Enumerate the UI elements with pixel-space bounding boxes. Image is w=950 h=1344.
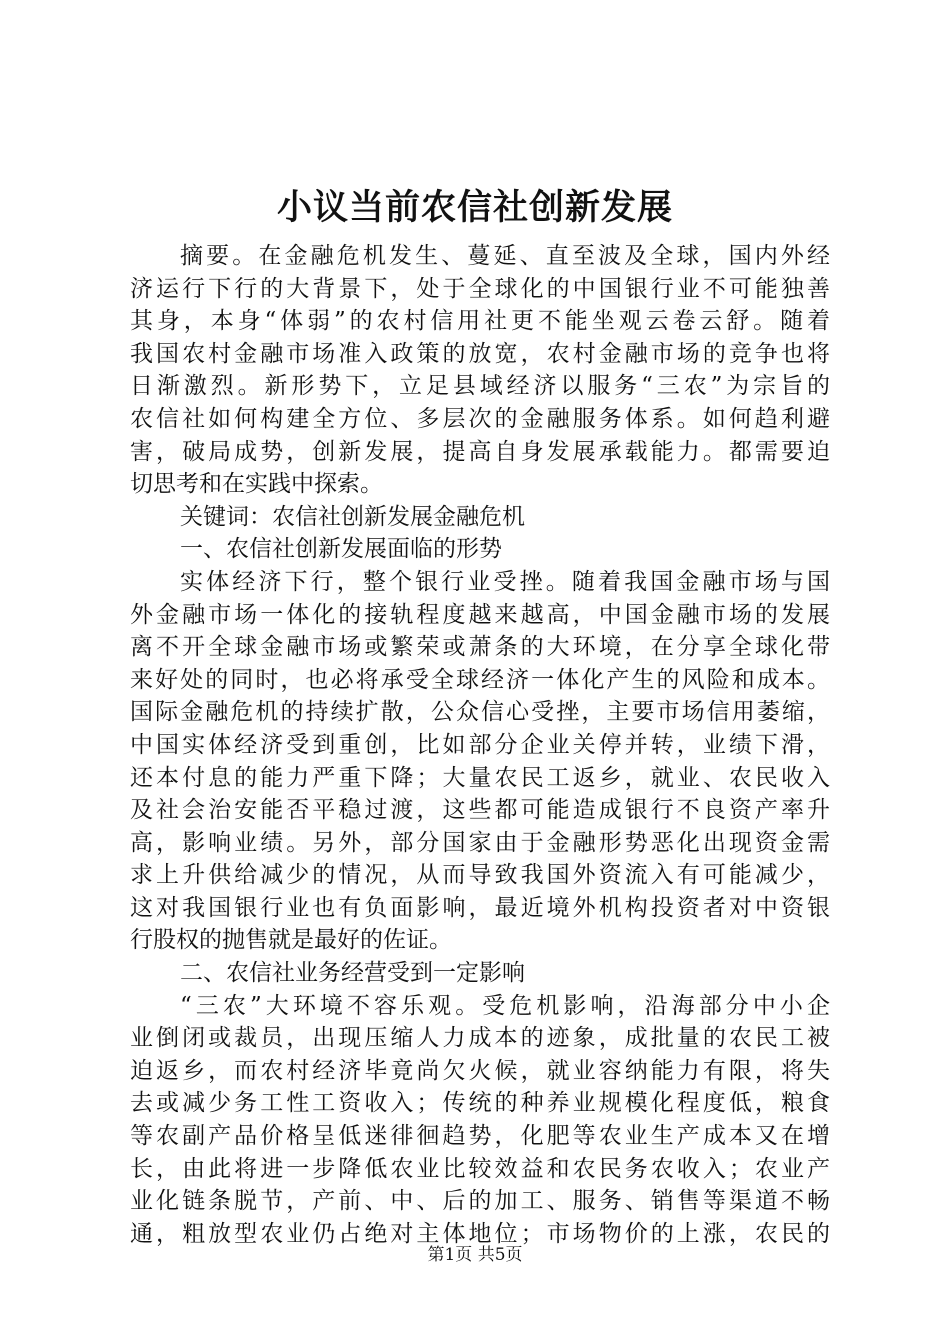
text-line: 行股权的抛售就是最好的佐证。 xyxy=(130,927,452,954)
text-line: 我国农村金融市场准入政策的放宽，农村金融市场的竞争也将 xyxy=(130,340,830,367)
text-line: 济运行下行的大背景下，处于全球化的中国银行业不可能独善 xyxy=(130,275,830,302)
text-line: 中国实体经济受到重创，比如部分企业关停并转，业绩下滑， xyxy=(130,731,830,758)
text-line: 国际金融危机的持续扩散，公众信心受挫，主要市场信用萎缩， xyxy=(130,699,830,726)
text-line: 去或减少务工性工资收入；传统的种养业规模化程度低，粮食 xyxy=(130,1090,830,1117)
text-line: 实体经济下行，整个银行业受挫。随着我国金融市场与国 xyxy=(180,568,830,595)
text-line: 求上升供给减少的情况，从而导致我国外资流入有可能减少， xyxy=(130,862,830,889)
text-line: 一、农信社创新发展面临的形势 xyxy=(180,536,502,563)
text-line: 通，粗放型农业仍占绝对主体地位；市场物价的上涨，农民的 xyxy=(130,1220,830,1247)
text-line: 外金融市场一体化的接轨程度越来越高，中国金融市场的发展 xyxy=(130,601,830,628)
text-line: 业化链条脱节，产前、中、后的加工、服务、销售等渠道不畅 xyxy=(130,1188,830,1215)
page-footer: 第1页 共5页 xyxy=(427,1245,523,1265)
text-line: 这对我国银行业也有负面影响，最近境外机构投资者对中资银 xyxy=(130,894,830,921)
text-line: 业倒闭或裁员，出现压缩人力成本的迹象，成批量的农民工被 xyxy=(130,1025,830,1052)
text-line: 摘要。在金融危机发生、蔓延、直至波及全球，国内外经 xyxy=(180,243,830,269)
text-line: 农信社如何构建全方位、多层次的金融服务体系。如何趋利避 xyxy=(130,405,830,432)
text-line: 及社会治安能否平稳过渡，这些都可能造成银行不良资产率升 xyxy=(130,797,830,824)
document-title: 小议当前农信社创新发展 xyxy=(276,187,673,228)
text-line: 还本付息的能力严重下降；大量农民工返乡，就业、农民收入 xyxy=(130,764,830,791)
text-line: 其身，本身“体弱”的农村信用社更不能坐观云卷云舒。随着 xyxy=(130,308,830,335)
document-body xyxy=(130,240,830,1250)
text-line: “三农”大环境不容乐观。受危机影响，沿海部分中小企 xyxy=(180,992,830,1019)
text-line: 害，破局成势，创新发展，提高自身发展承载能力。都需要迫 xyxy=(130,438,830,465)
text-line: 二、农信社业务经营受到一定影响 xyxy=(180,960,525,987)
text-line: 来好处的同时，也必将承受全球经济一体化产生的风险和成本。 xyxy=(130,666,830,693)
text-line: 长，由此将进一步降低农业比较效益和农民务农收入；农业产 xyxy=(130,1155,830,1182)
text-line: 迫返乡，而农村经济毕竟尚欠火候，就业容纳能力有限，将失 xyxy=(130,1057,830,1084)
text-line: 关键词：农信社创新发展金融危机 xyxy=(180,503,525,530)
text-line: 高，影响业绩。另外，部分国家由于金融形势恶化出现资金需 xyxy=(130,829,830,856)
text-line: 日渐激烈。新形势下，立足县域经济以服务“三农”为宗旨的 xyxy=(130,373,830,400)
text-line: 等农副产品价格呈低迷徘徊趋势，化肥等农业生产成本又在增 xyxy=(130,1123,830,1150)
text-line: 切思考和在实践中探索。 xyxy=(130,471,383,498)
text-line: 离不开全球金融市场或繁荣或萧条的大环境，在分享全球化带 xyxy=(130,634,830,661)
